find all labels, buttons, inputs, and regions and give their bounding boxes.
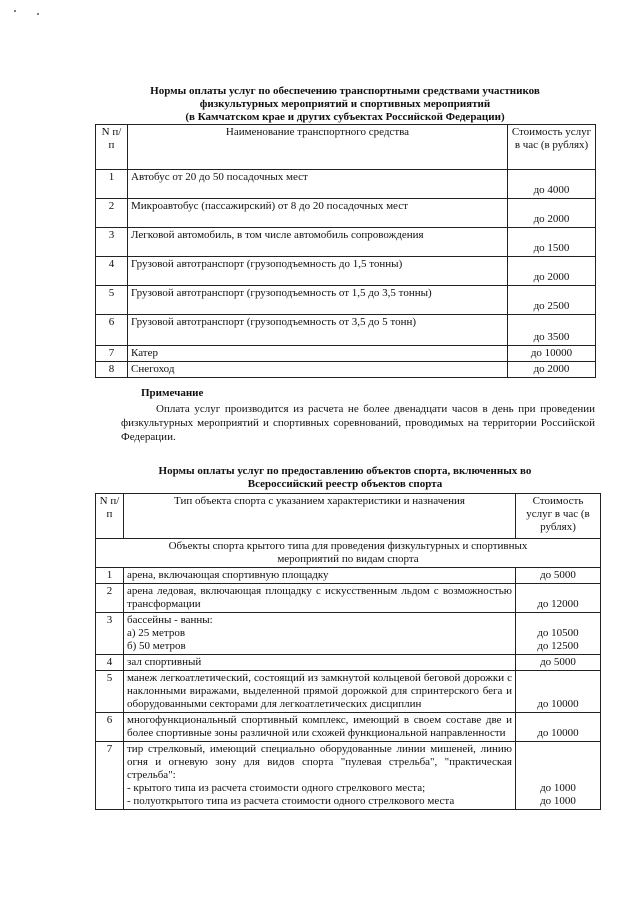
note-text: Оплата услуг производится из расчета не более двенадцати часов в день при проведении физкультурных мероприятий и спортивных соревнований, проводимых на территории Российской Федерации. bbox=[121, 403, 595, 443]
table-subheader-row bbox=[96, 539, 601, 568]
section2-title-line: Нормы оплаты услуг по предоставлению объектов спорта, включенных во bbox=[158, 465, 532, 477]
vehicle-cost: до 10000 bbox=[508, 346, 596, 362]
column-header-name: Тип объекта спорта с указанием характеристики и назначения bbox=[124, 494, 516, 539]
table-row bbox=[96, 257, 596, 286]
table-row bbox=[96, 742, 601, 810]
transport-rates-table bbox=[95, 124, 596, 378]
scan-speck bbox=[37, 13, 39, 15]
note-title: Примечание bbox=[141, 387, 204, 399]
column-header-name: Наименование транспортного средства bbox=[128, 125, 508, 170]
section1-title bbox=[95, 85, 595, 124]
table-row bbox=[96, 286, 596, 315]
table-row bbox=[96, 613, 601, 655]
vehicle-name: Автобус от 20 до 50 посадочных мест bbox=[128, 170, 508, 199]
section1-title-line: физкультурных мероприятий и спортивных мероприятий bbox=[199, 98, 491, 110]
section1-title-line: Нормы оплаты услуг по обеспечению транспортными средствами участников bbox=[150, 85, 540, 97]
facility-cost: до 5000 bbox=[516, 568, 601, 584]
facility-cost: до 12000 bbox=[516, 584, 601, 613]
table-row bbox=[96, 655, 601, 671]
vehicle-cost: до 2000 bbox=[508, 257, 596, 286]
facility-description bbox=[124, 742, 516, 810]
facility-cost-line: до 1000 bbox=[540, 782, 576, 794]
row-number: 2 bbox=[96, 584, 124, 613]
table-row bbox=[96, 713, 601, 742]
indoor-facilities-subheader: Объекты спорта крытого типа для проведения физкультурных и спортивных мероприятий по видам спорта bbox=[96, 539, 601, 568]
vehicle-name: Микроавтобус (пассажирский) от 8 до 20 посадочных мест bbox=[128, 199, 508, 228]
vehicle-name: Снегоход bbox=[128, 362, 508, 378]
section2-title bbox=[95, 465, 595, 491]
facility-line: тир стрелковый, имеющий специально оборудованные линии мишеней, линию огня и огневую зону для видов спорта "пулевая стрельба", "практическая стрельба": bbox=[127, 743, 512, 781]
vehicle-name: Катер bbox=[128, 346, 508, 362]
facility-cost bbox=[516, 613, 601, 655]
row-number: 8 bbox=[96, 362, 128, 378]
facility-description: многофункциональный спортивный комплекс, имеющий в своем составе две и более спортивные зоны различной или схожей функциональной направленности bbox=[124, 713, 516, 742]
table-row bbox=[96, 362, 596, 378]
row-number: 3 bbox=[96, 228, 128, 257]
facility-description bbox=[124, 613, 516, 655]
table-row bbox=[96, 671, 601, 713]
facility-line: - крытого типа из расчета стоимости одного стрелкового места; bbox=[127, 782, 426, 794]
row-number: 7 bbox=[96, 742, 124, 810]
facility-line: бассейны - ванны: bbox=[127, 614, 213, 626]
facility-description: зал спортивный bbox=[124, 655, 516, 671]
row-number: 7 bbox=[96, 346, 128, 362]
scan-speck bbox=[14, 10, 16, 12]
facility-cost-line: до 10500 bbox=[537, 627, 579, 639]
row-number: 6 bbox=[96, 315, 128, 346]
facility-cost-line: до 12500 bbox=[537, 640, 579, 652]
vehicle-cost: до 2000 bbox=[508, 362, 596, 378]
vehicle-cost: до 2000 bbox=[508, 199, 596, 228]
vehicle-name: Грузовой автотранспорт (грузоподъемность от 3,5 до 5 тонн) bbox=[128, 315, 508, 346]
table-row bbox=[96, 568, 601, 584]
vehicle-name: Легковой автомобиль, в том числе автомобиль сопровождения bbox=[128, 228, 508, 257]
row-number: 5 bbox=[96, 671, 124, 713]
row-number: 4 bbox=[96, 655, 124, 671]
table-row bbox=[96, 584, 601, 613]
facility-description: манеж легкоатлетический, состоящий из замкнутой кольцевой беговой дорожки с наклонными виражами, выделенной прямой дорожкой для спринтерского бега и оборудованными секторами для легкоатлетических дисциплин bbox=[124, 671, 516, 713]
section1-title-line: (в Камчатском крае и других субъектах Российской Федерации) bbox=[185, 111, 505, 123]
facility-description: арена, включающая спортивную площадку bbox=[124, 568, 516, 584]
sport-facilities-table bbox=[95, 493, 601, 810]
vehicle-cost: до 2500 bbox=[508, 286, 596, 315]
vehicle-cost: до 1500 bbox=[508, 228, 596, 257]
facility-cost: до 5000 bbox=[516, 655, 601, 671]
row-number: 2 bbox=[96, 199, 128, 228]
table-header-row bbox=[96, 494, 601, 539]
row-number: 1 bbox=[96, 568, 124, 584]
table-row bbox=[96, 346, 596, 362]
vehicle-cost: до 4000 bbox=[508, 170, 596, 199]
facility-cost: до 10000 bbox=[516, 713, 601, 742]
facility-cost: до 10000 bbox=[516, 671, 601, 713]
column-header-cost: Стоимость услуг в час (в рублях) bbox=[508, 125, 596, 170]
row-number: 3 bbox=[96, 613, 124, 655]
vehicle-name: Грузовой автотранспорт (грузоподъемность от 1,5 до 3,5 тонны) bbox=[128, 286, 508, 315]
facility-description: арена ледовая, включающая площадку с искусственным льдом с возможностью трансформации bbox=[124, 584, 516, 613]
table-row bbox=[96, 315, 596, 346]
table-row bbox=[96, 228, 596, 257]
column-header-num: N п/п bbox=[96, 125, 128, 170]
facility-line: б) 50 метров bbox=[127, 640, 186, 652]
section2-title-line: Всероссийский реестр объектов спорта bbox=[247, 478, 443, 490]
vehicle-cost: до 3500 bbox=[508, 315, 596, 346]
vehicle-name: Грузовой автотранспорт (грузоподъемность до 1,5 тонны) bbox=[128, 257, 508, 286]
facility-cost bbox=[516, 742, 601, 810]
facility-line: - полуоткрытого типа из расчета стоимости одного стрелкового места bbox=[127, 795, 455, 807]
row-number: 5 bbox=[96, 286, 128, 315]
row-number: 1 bbox=[96, 170, 128, 199]
row-number: 6 bbox=[96, 713, 124, 742]
facility-line: а) 25 метров bbox=[127, 627, 186, 639]
table-row bbox=[96, 170, 596, 199]
row-number: 4 bbox=[96, 257, 128, 286]
table-row bbox=[96, 199, 596, 228]
facility-cost-line: до 1000 bbox=[540, 795, 576, 807]
column-header-cost: Стоимость услуг в час (в рублях) bbox=[516, 494, 601, 539]
column-header-num: N п/п bbox=[96, 494, 124, 539]
table-header-row bbox=[96, 125, 596, 170]
